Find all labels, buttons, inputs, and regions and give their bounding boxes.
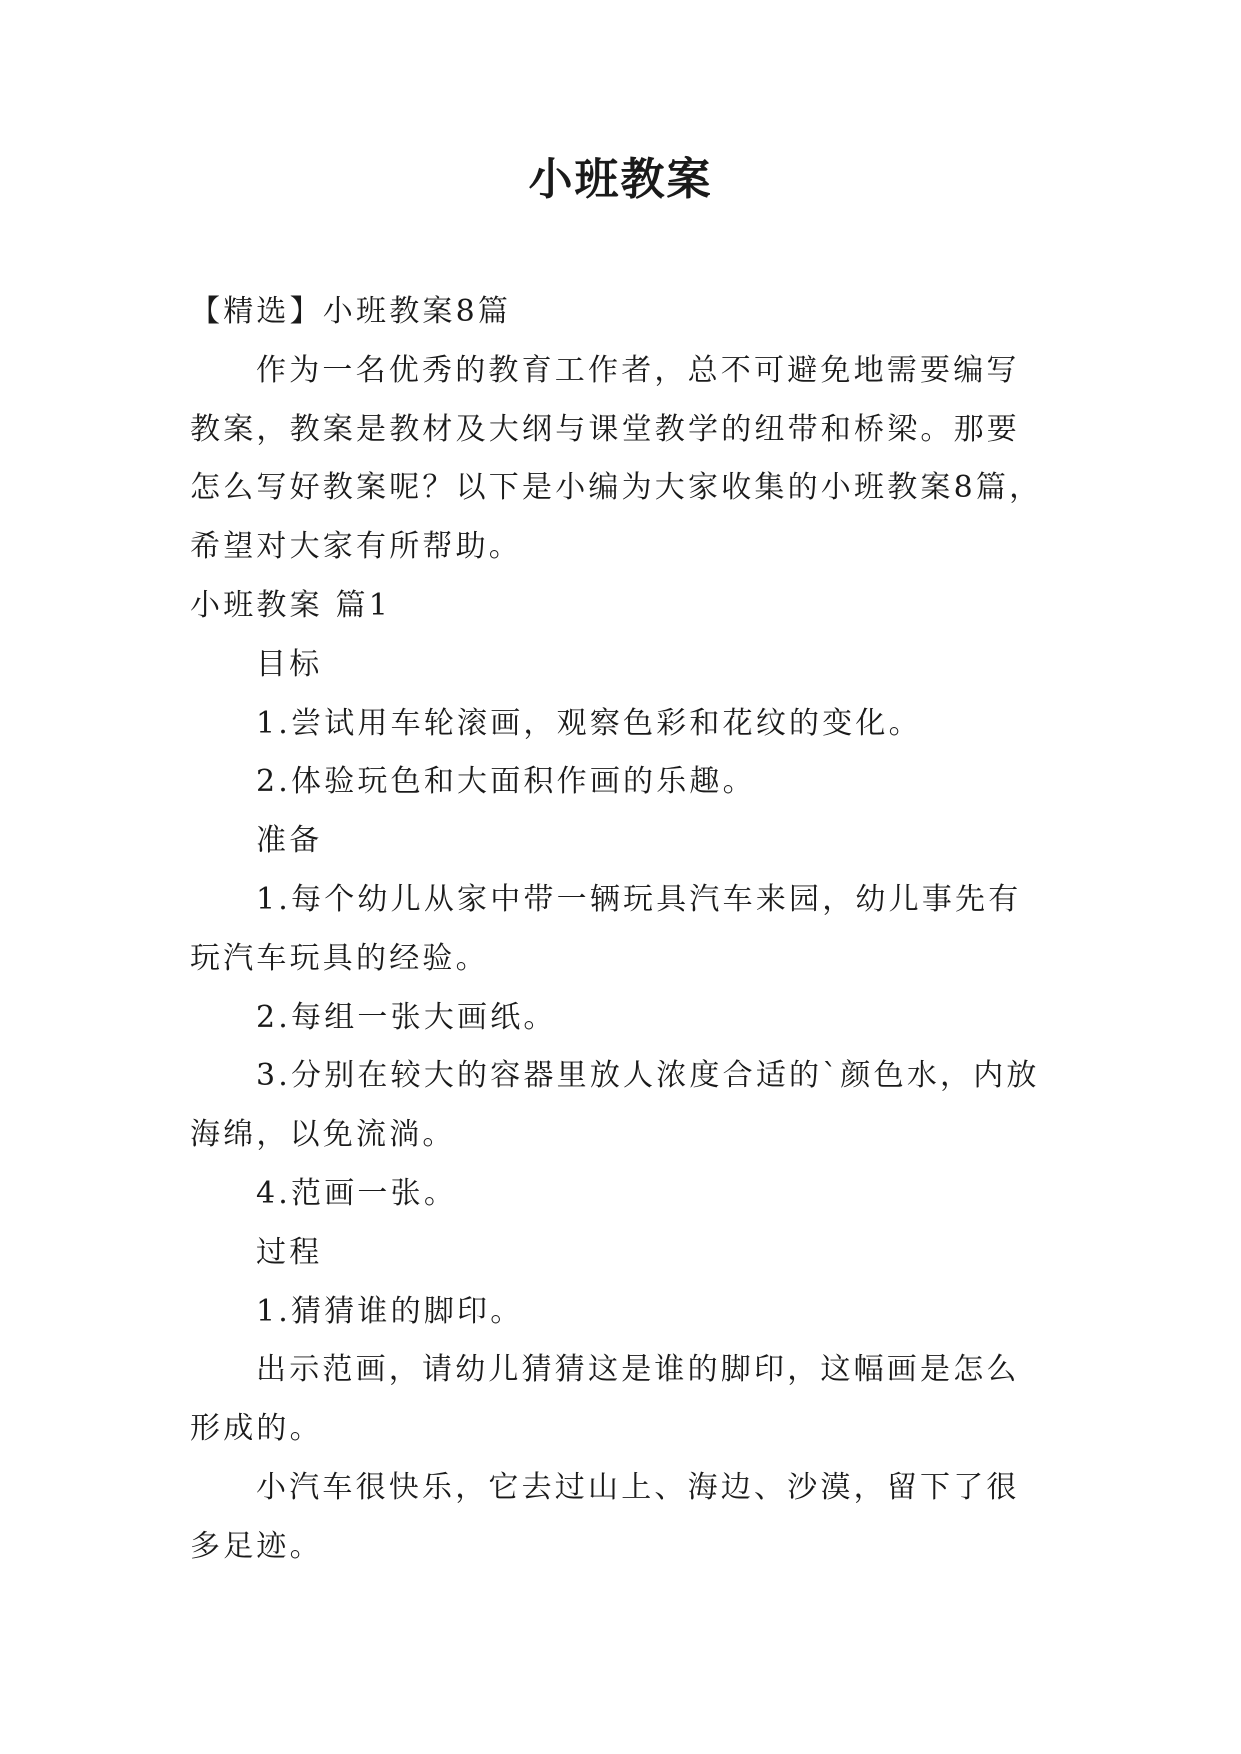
paragraph: 小汽车很快乐，它去过山上、海边、沙漠，留下了很多足迹。 (190, 1469, 1020, 1564)
paragraph-intro: 作为一名优秀的教育工作者，总不可避免地需要编写教案，教案是教材及大纲与课堂教学的纽带和桥梁。那要怎么写好教案呢？以下是小编为大家收集的小班教案8篇，希望对大家有所帮助。 (190, 352, 1043, 565)
paragraph-heading: 【精选】小班教案8篇 (190, 294, 512, 329)
list-item: 1.每个幼儿从家中带一辆玩具汽车来园，幼儿事先有玩汽车玩具的经验。 (190, 881, 1022, 976)
list-item: 3.分别在较大的容器里放人浓度合适的`颜色水，内放海绵，以免流淌。 (190, 1058, 1040, 1153)
list-item: 2.每组一张大画纸。 (256, 999, 557, 1035)
list-item: 4.范画一张。 (256, 1175, 458, 1211)
list-item: 1.猜猜谁的脚印。 (256, 1293, 524, 1329)
paragraph: 出示范画，请幼儿猜猜这是谁的脚印，这幅画是怎么形成的。 (190, 1352, 1020, 1447)
list-item: 2.体验玩色和大面积作画的乐趣。 (256, 764, 756, 800)
document-title: 小班教案 (528, 154, 713, 205)
subheading-goal: 目标 (256, 646, 323, 682)
section-heading: 小班教案 篇1 (190, 587, 392, 623)
subheading-process: 过程 (256, 1234, 323, 1270)
list-item: 1.尝试用车轮滚画，观察色彩和花纹的变化。 (256, 705, 922, 741)
subheading-preparation: 准备 (256, 823, 323, 859)
document-body (190, 283, 1050, 1577)
